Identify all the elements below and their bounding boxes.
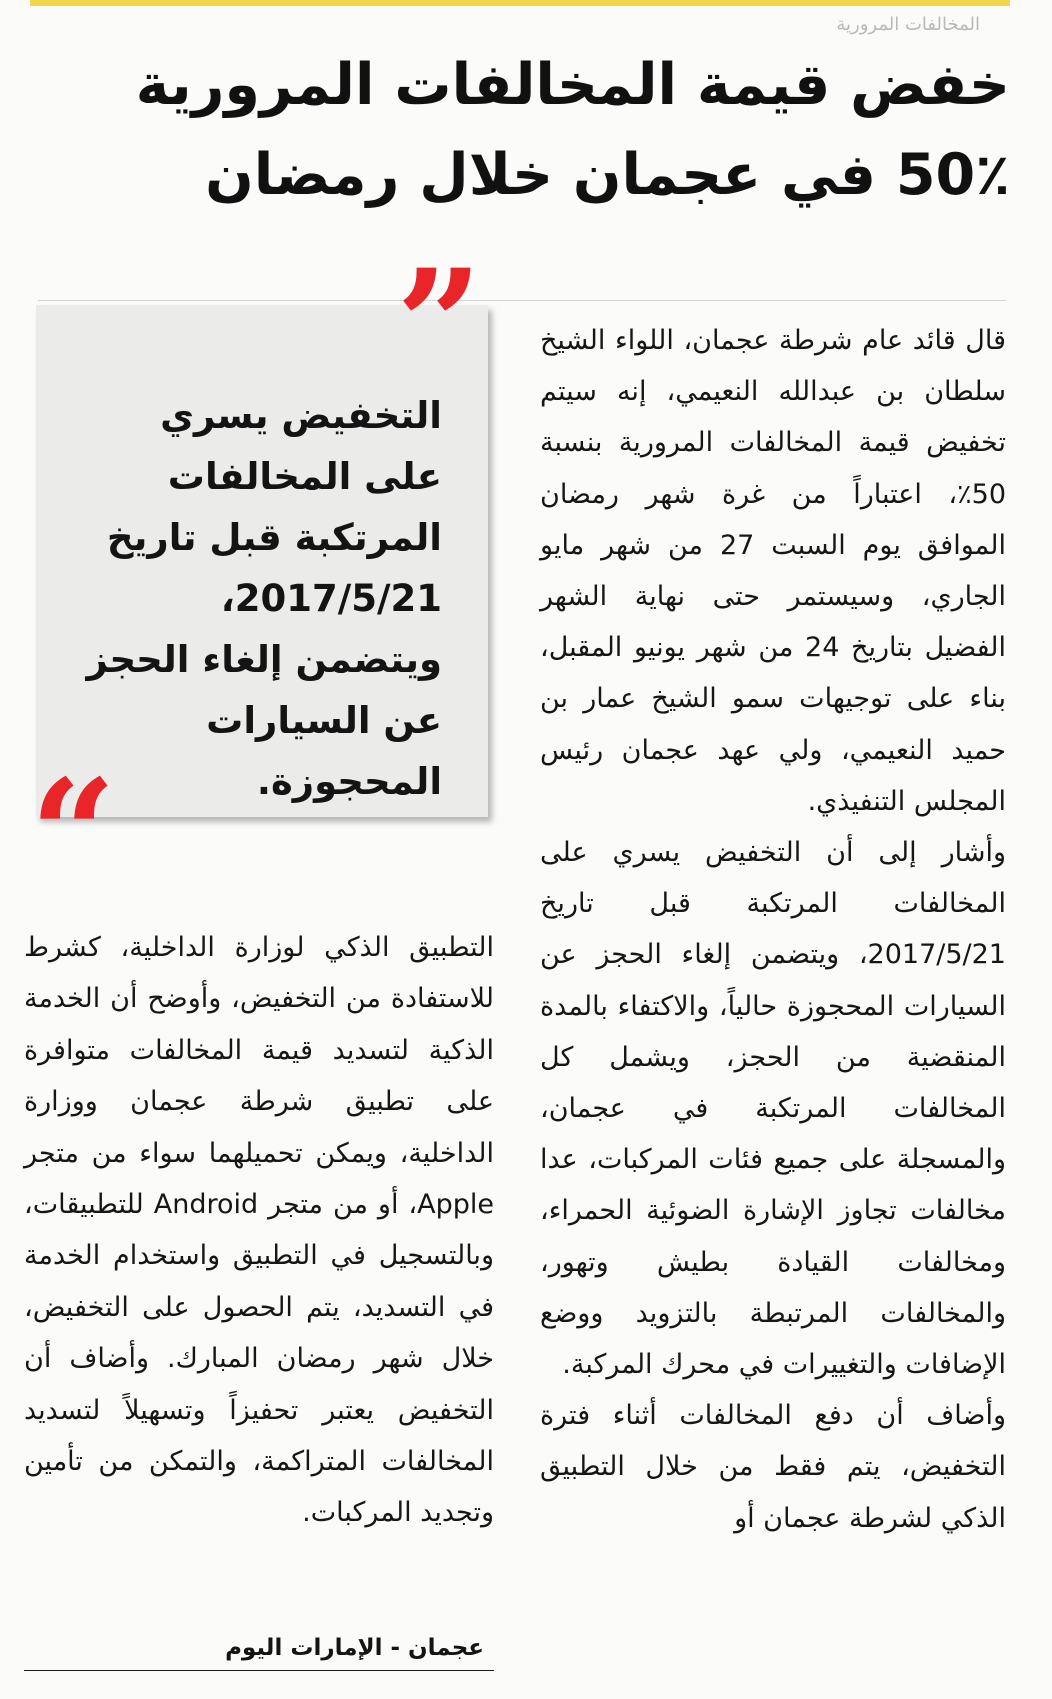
top-color-strip [30, 0, 1010, 6]
quote-close-mark-icon: “ [30, 747, 117, 923]
article-column-left [24, 922, 494, 1539]
article-column-right [540, 315, 1006, 1695]
headline [110, 40, 1010, 220]
bleed-through-text: المخالفات المرورية [836, 14, 980, 35]
byline: عجمان - الإمارات اليوم [225, 1635, 484, 1661]
article-paragraph: وأضاف أن دفع المخالفات أثناء فترة التخفيض، يتم فقط من خلال التطبيق الذكي لشرطة عجمان أو [540, 1400, 1006, 1534]
article-paragraph: وأشار إلى أن التخفيض يسري على المخالفات المرتكبة قبل تاريخ 2017/5/21، ويتضمن إلغاء الحجز عن السيارات المحجوزة حالياً، والاكتفاء بالمدة المنقضية من الحجز، ويشمل كل المخالفات المرتكبة في عجمان، والمسجلة على جميع فئات المركبات، عدا مخالفات تجاوز الإشارة الضوئية الحمراء، ومخالفات القيادة بطيش وتهور، والمخالفات المرتبطة بالتزويد ووضع الإضافات والتغييرات في محرك المركبة. [540, 837, 1006, 1381]
pull-quote-text: التخفيض يسري على المخالفات المرتكبة قبل تاريخ 2017/5/21، ويتضمن إلغاء الحجز عن السيارات المحجوزة. [86, 394, 442, 803]
headline-line-2: 50٪ في عجمان خلال رمضان [205, 142, 1010, 208]
article-paragraph: قال قائد عام شرطة عجمان، اللواء الشيخ سلطان بن عبدالله النعيمي، إنه سيتم تخفيض قيمة المخالفات المرورية بنسبة 50٪، اعتباراً من غرة شهر رمضان الموافق يوم السبت 27 من شهر مايو الجاري، وسيستمر حتى نهاية الشهر الفضيل بتاريخ 24 من شهر يونيو المقبل، بناء على توجيهات سمو الشيخ عمار بن حميد النعيمي، ولي عهد عجمان رئيس المجلس التنفيذي. [540, 325, 1006, 817]
header-divider [38, 300, 1006, 301]
byline-divider [24, 1670, 494, 1671]
headline-line-1: خفض قيمة المخالفات المرورية [135, 52, 1010, 118]
quote-open-mark-icon: ” [396, 237, 483, 413]
article-paragraph: التطبيق الذكي لوزارة الداخلية، كشرط للاستفادة من التخفيض، وأوضح أن الخدمة الذكية لتسديد قيمة المخالفات متوافرة على تطبيق شرطة عجمان ووزارة الداخلية، ويمكن تحميلهما سواء من متجر Apple، أو من متجر Android للتطبيقات، وبالتسجيل في التطبيق واستخدام الخدمة في التسديد، يتم الحصول على التخفيض، خلال شهر رمضان المبارك. وأضاف أن التخفيض يعتبر تحفيزاً وتسهيلاً لتسديد المخالفات المتراكمة، والتمكن من تأمين وتجديد المركبات. [24, 932, 494, 1529]
